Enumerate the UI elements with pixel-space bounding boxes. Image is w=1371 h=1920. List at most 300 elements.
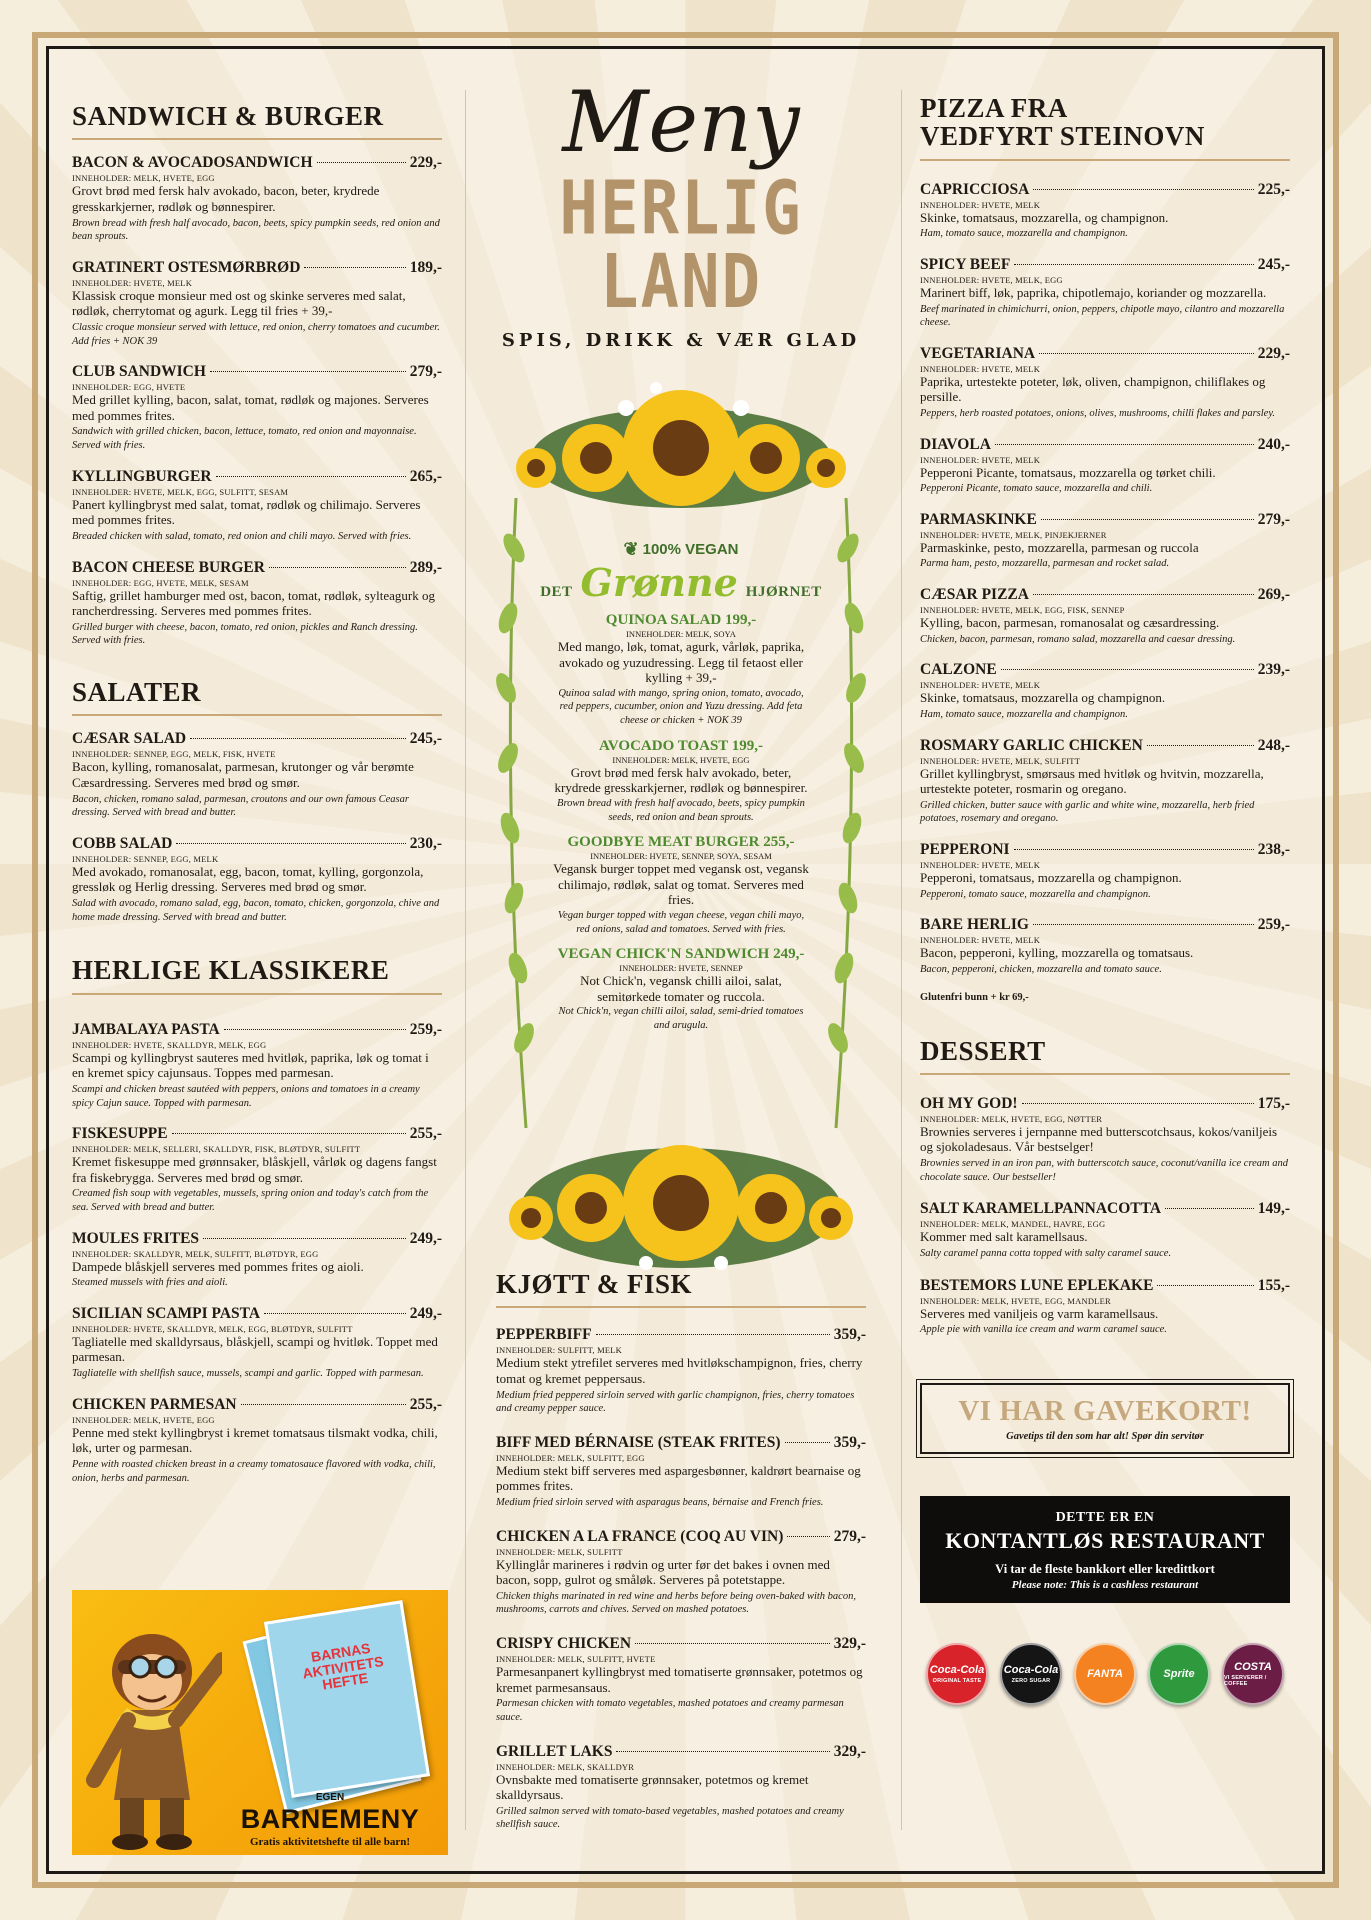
left-column <box>72 80 442 1500</box>
logo-sub: VI SERVERER / COFFEE <box>1224 1674 1267 1687</box>
menu-item-english: Salad with avocado, romano salad, egg, bacon, tomato, chicken, gorgonzola, chive and home made dressing. Served with bread and butter. <box>72 898 440 923</box>
green-item-title: AVOCADO TOAST 199,- <box>598 737 764 754</box>
fanta-logo <box>1074 1643 1136 1705</box>
menu-item-description: Medium stekt biff serveres med aspargesbønner, kaldrørt bearnaise og pommes frites. <box>496 1462 861 1494</box>
menu-item-price: 279,- <box>409 363 442 381</box>
green-item-description: Med mango, løk, tomat, agurk, vårløk, paprika, avokado og yuzudressing. Legg til fetaost eller kylling + 39,- <box>557 639 805 686</box>
menu-item-description: Bacon, kylling, romanosalat, parmesan, krutonger og vår berømte Cæsardressing. Serveres med brød og smør. <box>72 759 414 790</box>
green-heading-script: Grønne <box>580 560 738 605</box>
menu-item-description: Dampede blåskjell serveres med pommes frites og aioli. <box>72 1258 364 1274</box>
menu-item-english: Brown bread with fresh half avocado, bacon, beets, spicy pumpkin seeds, red onion and bean sprouts. <box>72 217 440 243</box>
brand-logos <box>920 1643 1290 1705</box>
menu-item-head <box>920 737 1290 755</box>
dot-leader <box>995 444 1254 445</box>
menu-item-head <box>72 1305 442 1323</box>
green-menu-item <box>496 612 866 728</box>
menu-item-name: PEPPERONI <box>920 841 1010 859</box>
menu-item <box>72 154 442 243</box>
menu-item-name: VEGETARIANA <box>920 344 1036 362</box>
dot-leader <box>1147 745 1254 746</box>
menu-item-name: BACON CHEESE BURGER <box>72 558 265 576</box>
dot-leader <box>596 1334 830 1335</box>
activity-booklet <box>264 1600 430 1798</box>
menu-item-head <box>72 1021 442 1039</box>
menu-item-description: Paprika, urtestekte poteter, løk, oliven, champignon, chiliflakes og persille. <box>920 373 1266 405</box>
menu-item <box>72 559 442 648</box>
menu-item-description: Marinert biff, løk, paprika, chipotlemajo, koriander og mozzarella. <box>920 284 1267 300</box>
menu-item-english: Pepperoni, tomato sauce, mozzarella and champignon. <box>920 888 1151 900</box>
menu-item-english: Penne with roasted chicken breast in a creamy tomatosauce flavored with vodka, chili, onion, herbs and parmesan. <box>72 1458 436 1484</box>
gift-card-title: VI HAR GAVEKORT! <box>958 1394 1252 1427</box>
dot-leader <box>1014 849 1254 850</box>
menu-item-head <box>496 1434 866 1452</box>
menu-item-head <box>920 511 1290 529</box>
dot-leader <box>203 1238 406 1239</box>
menu-item-english: Steamed mussels with fries and aioli. <box>72 1277 228 1289</box>
green-item-allergens: INNEHOLDER: MELK, HVETE, EGG <box>612 754 750 765</box>
menu-item-description: Kylling, bacon, parmesan, romanosalat og cæsardressing. <box>920 615 1220 631</box>
menu-item <box>72 259 442 348</box>
menu-item-price: 265,- <box>409 467 442 485</box>
menu-item-name: BESTEMORS LUNE EPLEKAKE <box>920 1276 1154 1294</box>
menu-item-name: CALZONE <box>920 661 997 679</box>
menu-item-name: CÆSAR PIZZA <box>920 586 1029 604</box>
menu-item-price: 238,- <box>1257 841 1290 859</box>
menu-item-price: 279,- <box>1257 510 1290 528</box>
menu-item-allergens: INNEHOLDER: HVETE, MELK, PINJEKJERNER <box>920 529 1107 540</box>
menu-item-allergens: INNEHOLDER: EGG, HVETE <box>72 382 186 393</box>
menu-item-name: COBB SALAD <box>72 834 173 852</box>
dot-leader <box>616 1751 829 1752</box>
menu-item-head <box>920 661 1290 679</box>
menu-item-price: 230,- <box>409 834 442 852</box>
green-item-title: GOODBYE MEAT BURGER 255,- <box>567 834 795 851</box>
menu-item-head <box>72 154 442 172</box>
menu-item-english: Creamed fish soup with vegetables, mussels, spring onion and today's catch from the sea. Served with bread and butter. <box>72 1188 429 1213</box>
menu-item-name: SALT KARAMELLPANNACOTTA <box>920 1200 1162 1218</box>
menu-item-price: 189,- <box>409 258 442 276</box>
menu-item-allergens: INNEHOLDER: MELK, HVETE, EGG, MANDLER <box>920 1295 1111 1306</box>
dot-leader <box>190 738 406 739</box>
menu-item-allergens: INNEHOLDER: MELK, HVETE, EGG <box>72 173 215 184</box>
menu-item-name: CRISPY CHICKEN <box>496 1635 632 1653</box>
menu-item-name: FISKESUPPE <box>72 1125 168 1143</box>
menu-item-allergens: INNEHOLDER: SKALLDYR, MELK, SULFITT, BLØTDYR, EGG <box>72 1248 319 1259</box>
menu-item <box>920 511 1290 571</box>
column-divider <box>901 90 902 1830</box>
menu-item <box>496 1635 866 1724</box>
pizza-title-line1: PIZZA FRA <box>920 93 1068 123</box>
section-title-kjott: KJØTT & FISK <box>496 1270 866 1308</box>
menu-item-english: Sandwich with grilled chicken, bacon, lettuce, tomato, red onion and mayonnaise. Served with fries. <box>72 426 417 452</box>
menu-item-name: BACON & AVOCADOSANDWICH <box>72 154 313 172</box>
menu-item-name: SPICY BEEF <box>920 255 1011 273</box>
menu-item-head <box>920 181 1290 199</box>
menu-item-description: Medium stekt ytrefilet serveres med hvitløkschampignon, fries, cherry tomat og kremet peppersaus. <box>496 1355 863 1386</box>
menu-item-description: Grillet kyllingbryst, smørsaus med hvitløk og hvitvin, mozzarella, urtestekte poteter, rosmarin og oregano. <box>920 765 1264 797</box>
menu-item <box>72 468 442 544</box>
menu-item-head <box>920 1277 1290 1295</box>
menu-item-head <box>920 345 1290 363</box>
section-title-dessert: DESSERT <box>920 1037 1290 1075</box>
menu-item-head <box>72 363 442 381</box>
menu-item-description: Saftig, grillet hamburger med ost, bacon, tomat, rødløk, sylteagurk og rancherdressing. Serveres med pommes frites. <box>72 587 435 619</box>
menu-item-allergens: INNEHOLDER: HVETE, MELK <box>920 199 1041 210</box>
menu-item <box>72 1021 442 1110</box>
menu-item-description: Med grillet kylling, bacon, salat, tomat, rødløk og majones. Serveres med pommes frites. <box>72 392 429 423</box>
menu-item-allergens: INNEHOLDER: MELK, SELLERI, SKALLDYR, FISK, BLØTDYR, SULFITT <box>72 1144 361 1155</box>
menu-item-english: Chicken thighs marinated in red wine and herbs before being oven-baked with bacon, mushrooms, carrots and chives. Served on mashed potatoes. <box>496 1590 856 1616</box>
logo-label: COSTA <box>1234 1660 1272 1673</box>
logo-label: FANTA <box>1087 1667 1123 1680</box>
menu-item-head <box>72 1125 442 1143</box>
menu-item <box>920 181 1290 241</box>
menu-item <box>920 256 1290 330</box>
menu-item <box>920 737 1290 826</box>
menu-item-price: 249,- <box>409 1229 442 1247</box>
section-title-sandwich: SANDWICH & BURGER <box>72 102 442 140</box>
menu-item-allergens: INNEHOLDER: MELK, HVETE, EGG, NØTTER <box>920 1113 1103 1124</box>
menu-item-description: Tagliatelle med skalldyrsaus, blåskjell, scampi og hvitløk. Toppet med parmesan. <box>72 1333 438 1365</box>
menu-item-description: Med avokado, romanosalat, egg, bacon, tomat, kylling, gorgonzola, gressløk og Herlig dressing. Serveres med brød og smør. <box>72 863 424 895</box>
menu-item-price: 359,- <box>833 1326 866 1344</box>
kids-title: BARNEMENY <box>240 1804 420 1834</box>
menu-item-allergens: INNEHOLDER: MELK, SKALLDYR <box>496 1761 635 1772</box>
coca-cola-logo <box>926 1643 988 1705</box>
menu-item-head <box>72 559 442 577</box>
menu-item-head <box>920 586 1290 604</box>
menu-item-allergens: INNEHOLDER: MELK, HVETE, EGG <box>72 1414 215 1425</box>
menu-item-description: Parmaskinke, pesto, mozzarella, parmesan og ruccola <box>920 539 1199 555</box>
menu-item-price: 259,- <box>1257 916 1290 934</box>
menu-item-head <box>920 1095 1290 1113</box>
menu-item-description: Skinke, tomatsaus, mozzarella og champignon. <box>920 690 1166 706</box>
menu-item-price: 245,- <box>409 730 442 748</box>
green-item-description: Grovt brød med fersk halv avokado, beter, krydrede gresskarkjerner, rødløk og bønnespirer. <box>554 764 808 796</box>
menu-item-english: Scampi and chicken breast sautéed with peppers, onions and tomatoes in a creamy spicy Cajun sauce. Topped with parmesan. <box>72 1083 420 1109</box>
leaf-icon: ❦ <box>623 539 639 559</box>
menu-item <box>496 1743 866 1832</box>
green-item-allergens: INNEHOLDER: HVETE, SENNEP, SOYA, SESAM <box>590 851 772 862</box>
menu-item-description: Serveres med vaniljeis og varm karamellsaus. <box>920 1305 1159 1321</box>
menu-item-name: PARMASKINKE <box>920 510 1037 528</box>
menu-item-price: 255,- <box>409 1395 442 1413</box>
cashless-notice <box>920 1496 1290 1603</box>
green-heading-left: DET <box>540 584 573 600</box>
menu-item-english: Breaded chicken with salad, tomato, red onion and chili mayo. Served with fries. <box>72 530 412 542</box>
menu-item-description: Pepperoni, tomatsaus, mozzarella og champignon. <box>920 870 1182 886</box>
cashless-line4: Please note: This is a cashless restaurant <box>1011 1578 1199 1591</box>
green-menu-item <box>496 738 866 824</box>
menu-item <box>72 835 442 924</box>
menu-item-price: 240,- <box>1257 435 1290 453</box>
menu-item-description: Penne med stekt kyllingbryst i kremet tomatsaus tilsmakt vodka, chili, løk, urter og parmesan. <box>72 1424 438 1456</box>
cashless-line3: Vi tar de fleste bankkort eller kredittkort <box>995 1561 1215 1576</box>
menu-item-price: 259,- <box>409 1020 442 1038</box>
menu-item-allergens: INNEHOLDER: HVETE, MELK, EGG, FISK, SENNEP <box>920 605 1125 616</box>
dot-leader <box>172 1133 406 1134</box>
menu-item-head <box>496 1635 866 1653</box>
menu-item-head <box>496 1743 866 1761</box>
menu-item-price: 149,- <box>1257 1200 1290 1218</box>
pizza-title-line2: VEDFYRT STEINOVN <box>920 121 1205 152</box>
menu-item-name: CLUB SANDWICH <box>72 363 206 381</box>
booklet-title: BARNAS AKTIVITETS HEFTE <box>301 1639 385 1693</box>
green-item-title: VEGAN CHICK'N SANDWICH 249,- <box>557 946 805 963</box>
logo-label: Coca-Cola <box>1003 1663 1059 1676</box>
menu-item-english: Grilled burger with cheese, bacon, tomato, red onion, pickles and Ranch dressing. Served with fries. <box>72 621 418 647</box>
klassikere-list <box>72 1021 442 1485</box>
dot-leader <box>1001 669 1254 670</box>
menu-item-english: Classic croque monsieur served with lettuce, red onion, cherry tomatoes and cucumber. Add fries + NOK 39 <box>72 322 440 347</box>
menu-item-description: Klassisk croque monsieur med ost og skinke serveres med salat, rødløk, cherrytomat og agurk. Legg til fries + 39,- <box>72 287 406 319</box>
green-list <box>496 612 866 1033</box>
dot-leader <box>1014 264 1253 265</box>
menu-item <box>496 1528 866 1617</box>
menu-item-description: Pepperoni Picante, tomatsaus, mozzarella og tørket chili. <box>920 464 1216 480</box>
menu-item-english: Brownies served in an iron pan, with butterscotch sauce, coconut/vanilla ice cream and chocolate sauce. Our bestseller! <box>920 1158 1289 1183</box>
menu-item <box>72 1305 442 1381</box>
menu-item <box>920 916 1290 976</box>
green-item-description: Not Chick'n, vegansk chilli ailoi, salat, semitørkede tomater og ruccola. <box>580 973 782 1004</box>
menu-item <box>72 363 442 452</box>
menu-item-name: CÆSAR SALAD <box>72 730 187 748</box>
menu-item <box>920 841 1290 901</box>
menu-item-allergens: INNEHOLDER: HVETE, MELK, SULFITT <box>920 755 1081 766</box>
menu-item-name: MOULES FRITES <box>72 1229 200 1247</box>
menu-item-english: Bacon, pepperoni, chicken, mozzarella and tomato sauce. <box>920 963 1162 975</box>
section-title-salater: SALATER <box>72 678 442 716</box>
menu-item <box>920 661 1290 721</box>
menu-item-allergens: INNEHOLDER: HVETE, MELK <box>920 454 1041 465</box>
dot-leader <box>269 567 406 568</box>
menu-item <box>920 586 1290 646</box>
dot-leader <box>1165 1208 1254 1209</box>
dot-leader <box>1033 594 1254 595</box>
menu-item-description: Bacon, pepperoni, kylling, mozzarella og tomatsaus. <box>920 945 1194 961</box>
menu-item-allergens: INNEHOLDER: HVETE, MELK <box>920 860 1041 871</box>
menu-item-allergens: INNEHOLDER: MELK, SULFITT, HVETE <box>496 1654 656 1665</box>
menu-item-price: 269,- <box>1257 586 1290 604</box>
dot-leader <box>635 1643 830 1644</box>
menu-item-english: Salty caramel panna cotta topped with salty caramel sauce. <box>920 1247 1172 1259</box>
logo-label: Coca-Cola <box>929 1663 985 1676</box>
menu-item <box>496 1434 866 1510</box>
menu-item-description: Kommer med salt karamellsaus. <box>920 1229 1088 1245</box>
green-item-description: Vegansk burger toppet med vegansk ost, vegansk chilimajo, rødløk, salat og tomat. Serveres med fries. <box>553 861 809 908</box>
dessert-list <box>920 1095 1290 1337</box>
menu-item-price: 279,- <box>833 1527 866 1545</box>
menu-item-head <box>72 835 442 853</box>
menu-item-english: Medium fried peppered sirloin served with garlic champignon, fries, cherry tomatoes and creamy pepper sauce. <box>496 1389 855 1415</box>
menu-item-head <box>920 436 1290 454</box>
pizza-list <box>920 181 1290 977</box>
pilot-character-illustration <box>72 1590 222 1855</box>
dot-leader <box>264 1313 406 1314</box>
green-item-allergens: INNEHOLDER: HVETE, SENNEP <box>619 963 743 974</box>
sprite-logo <box>1148 1643 1210 1705</box>
dot-leader <box>787 1536 829 1537</box>
kjott-fisk-section <box>496 1270 866 1850</box>
menu-item-price: 229,- <box>1257 344 1290 362</box>
dot-leader <box>304 267 405 268</box>
center-column <box>496 73 866 1831</box>
dot-leader <box>785 1442 830 1443</box>
menu-item-allergens: INNEHOLDER: MELK, SULFITT, EGG <box>496 1452 645 1463</box>
right-column <box>920 80 1290 1705</box>
menu-item-head <box>920 841 1290 859</box>
costa-logo <box>1222 1643 1284 1705</box>
menu-script-title: Meny <box>562 73 800 171</box>
menu-item-allergens: INNEHOLDER: HVETE, MELK <box>920 363 1041 374</box>
kjott-list <box>496 1326 866 1832</box>
kids-menu-banner <box>72 1590 448 1855</box>
menu-item-head <box>72 1230 442 1248</box>
menu-item-allergens: INNEHOLDER: HVETE, SKALLDYR, MELK, EGG, BLØTDYR, SULFITT <box>72 1323 353 1334</box>
menu-item-allergens: INNEHOLDER: SENNEP, EGG, MELK <box>72 853 219 864</box>
menu-item-price: 289,- <box>409 558 442 576</box>
menu-item-name: CHICKEN PARMESAN <box>72 1395 237 1413</box>
menu-item-head <box>72 730 442 748</box>
menu-item-head <box>920 1200 1290 1218</box>
dot-leader <box>1033 924 1254 925</box>
green-menu-item <box>496 834 866 936</box>
menu-item-price: 255,- <box>409 1125 442 1143</box>
menu-item-description: Ovnsbakte med tomatiserte grønnsaker, potetmos og kremet skalldyrsaus. <box>496 1771 809 1803</box>
dot-leader <box>210 371 406 372</box>
menu-item-english: Ham, tomato sauce, mozzarella and champignon. <box>920 228 1128 240</box>
restaurant-name: HERLIG LAND <box>559 166 803 326</box>
menu-item-english: Parmesan chicken with tomato vegetables, mashed potatoes and creamy parmesan sauce. <box>496 1698 844 1723</box>
green-corner-heading <box>496 560 866 605</box>
menu-item <box>72 730 442 819</box>
menu-item-name: OH MY GOD! <box>920 1094 1018 1112</box>
menu-item-english: Parma ham, pesto, mozzarella, parmesan and rocket salad. <box>920 558 1170 570</box>
logo-label: Sprite <box>1163 1667 1195 1680</box>
menu-item-allergens: INNEHOLDER: HVETE, MELK, EGG, SULFITT, SESAM <box>72 486 289 497</box>
tagline: SPIS, DRIKK & VÆR GLAD <box>501 330 861 351</box>
menu-item-english: Chicken, bacon, parmesan, romano salad, mozzarella and caesar dressing. <box>920 633 1236 645</box>
kids-pre-label: EGEN <box>315 1792 345 1803</box>
gift-card-subtitle: Gavetips til den som har alt! Spør din servitør <box>1006 1430 1204 1442</box>
dot-leader <box>224 1029 406 1030</box>
section-title-klassikere: HERLIGE KLASSIKERE <box>72 956 442 994</box>
menu-item-english: Apple pie with vanilla ice cream and warm caramel sauce. <box>920 1324 1167 1336</box>
gluten-free-note: Glutenfri bunn + kr 69,- <box>920 991 1029 1003</box>
menu-item-english: Tagliatelle with shellfish sauce, mussels, scampi and garlic. Topped with parmesan. <box>72 1368 424 1380</box>
menu-item-head <box>496 1326 866 1344</box>
menu-item-allergens: INNEHOLDER: HVETE, MELK, EGG <box>920 274 1063 285</box>
menu-item <box>72 1125 442 1214</box>
dot-leader <box>1039 353 1254 354</box>
menu-item-price: 155,- <box>1257 1276 1290 1294</box>
kids-subtitle: Gratis aktivitetshefte til alle barn! <box>249 1836 411 1848</box>
menu-item-description: Grovt brød med fersk halv avokado, bacon, beter, krydrede gresskarkjerner, rødløk og bønnespirer. <box>72 183 380 214</box>
menu-item-description: Brownies serveres i jernpanne med butterscotchsaus, kokos/vaniljeis og sjokoladesaus. Vår bestselger! <box>920 1123 1278 1155</box>
menu-item-name: GRATINERT OSTESMØRBRØD <box>72 258 301 276</box>
menu-item-allergens: INNEHOLDER: EGG, HVETE, MELK, SESAM <box>72 577 249 588</box>
green-corner <box>496 540 866 1033</box>
menu-item-allergens: INNEHOLDER: MELK, SULFITT <box>496 1546 623 1557</box>
green-item-english: Quinoa salad with mango, spring onion, tomato, avocado, red peppers, cucumber, onion and Yuzu dressing. Add feta cheese or chicken + NOK 39 <box>558 687 804 727</box>
menu-item-price: 329,- <box>833 1742 866 1760</box>
menu-item-allergens: INNEHOLDER: MELK, MANDEL, HAVRE, EGG <box>920 1219 1106 1230</box>
coca-cola-zero-logo <box>1000 1643 1062 1705</box>
green-item-english: Not Chick'n, vegan chilli ailoi, salad, semi-dried tomatoes and arugula. <box>558 1006 804 1032</box>
dot-leader <box>241 1404 406 1405</box>
dot-leader <box>216 476 406 477</box>
menu-item-name: CAPRICCIOSA <box>920 180 1030 198</box>
menu-item-name: DIAVOLA <box>920 435 991 453</box>
menu-item <box>920 1277 1290 1337</box>
dot-leader <box>1033 189 1253 190</box>
menu-item-price: 229,- <box>409 154 442 172</box>
menu-item-price: 175,- <box>1257 1094 1290 1112</box>
menu-item <box>72 1396 442 1485</box>
dot-leader <box>317 162 406 163</box>
section-title-pizza <box>920 94 1290 161</box>
menu-item <box>920 1200 1290 1260</box>
menu-item-name: JAMBALAYA PASTA <box>72 1020 220 1038</box>
menu-item-price: 245,- <box>1257 255 1290 273</box>
menu-item <box>496 1326 866 1415</box>
logo-sub: ZERO SUGAR <box>1011 1677 1051 1684</box>
sandwich-list <box>72 154 442 648</box>
menu-item <box>72 1230 442 1290</box>
gift-card-box <box>920 1383 1290 1454</box>
cashless-line2: KONTANTLØS RESTAURANT <box>945 1527 1265 1553</box>
menu-item-price: 248,- <box>1257 736 1290 754</box>
green-item-english: Vegan burger topped with vegan cheese, vegan chili mayo, red onions, salad and tomatoes. Served with fries. <box>557 909 805 935</box>
logo-sub: ORIGINAL TASTE <box>932 1677 982 1684</box>
vegan-badge <box>624 540 739 558</box>
menu-item-description: Panert kyllingbryst med salat, tomat, rødløk og chilimajo. Serveres med pommes frites. <box>72 496 421 528</box>
green-menu-item <box>496 946 866 1032</box>
menu-item-description: Scampi og kyllingbryst sauteres med hvitløk, paprika, løk og tomat i en kremet spicy cajunsaus. Toppes med parmesan. <box>72 1049 429 1081</box>
menu-item-description: Skinke, tomatsaus, mozzarella, og champignon. <box>920 209 1169 225</box>
menu-item-head <box>496 1528 866 1546</box>
menu-item-allergens: INNEHOLDER: HVETE, SKALLDYR, MELK, EGG <box>72 1039 267 1050</box>
vegan-badge-text: 100% VEGAN <box>642 540 739 558</box>
menu-item-name: BIFF MED BÉRNAISE (STEAK FRITES) <box>496 1433 781 1451</box>
menu-item-name: ROSMARY GARLIC CHICKEN <box>920 736 1143 754</box>
cashless-line1: DETTE ER EN <box>1055 1509 1155 1525</box>
menu-item-name: SICILIAN SCAMPI PASTA <box>72 1304 261 1322</box>
menu-item <box>920 1095 1290 1184</box>
dot-leader <box>176 843 405 844</box>
menu-item-allergens: INNEHOLDER: SENNEP, EGG, MELK, FISK, HVETE <box>72 749 276 760</box>
menu-item-price: 329,- <box>833 1635 866 1653</box>
menu-item-name: KYLLINGBURGER <box>72 467 212 485</box>
menu-item-english: Peppers, herb roasted potatoes, onions, olives, mushrooms, chilli flakes and parsley. <box>920 407 1276 419</box>
menu-item <box>920 436 1290 496</box>
salater-list <box>72 730 442 924</box>
menu-item-english: Ham, tomato sauce, mozzarella and champignon. <box>920 708 1128 720</box>
green-item-title: QUINOA SALAD 199,- <box>605 612 757 628</box>
menu-item-allergens: INNEHOLDER: HVETE, MELK <box>920 680 1041 691</box>
menu-item-english: Pepperoni Picante, tomato sauce, mozzarella and chili. <box>920 483 1153 495</box>
green-item-allergens: INNEHOLDER: MELK, SOYA <box>626 629 736 639</box>
menu-item-allergens: INNEHOLDER: HVETE, MELK <box>72 277 193 288</box>
menu-item-price: 239,- <box>1257 661 1290 679</box>
menu-item-price: 249,- <box>409 1304 442 1322</box>
menu-item-description: Kremet fiskesuppe med grønnsaker, blåskjell, vårløk og dagens fangst fra fiskebrygga. Serveres med brød og smør. <box>72 1154 437 1185</box>
menu-item-price: 225,- <box>1257 180 1290 198</box>
menu-item-name: BARE HERLIG <box>920 916 1029 934</box>
green-item-english: Brown bread with fresh half avocado, beets, spicy pumpkin seeds, red onion and bean sprouts. <box>557 797 805 823</box>
menu-item-allergens: INNEHOLDER: HVETE, MELK <box>920 935 1041 946</box>
dot-leader <box>1157 1285 1253 1286</box>
